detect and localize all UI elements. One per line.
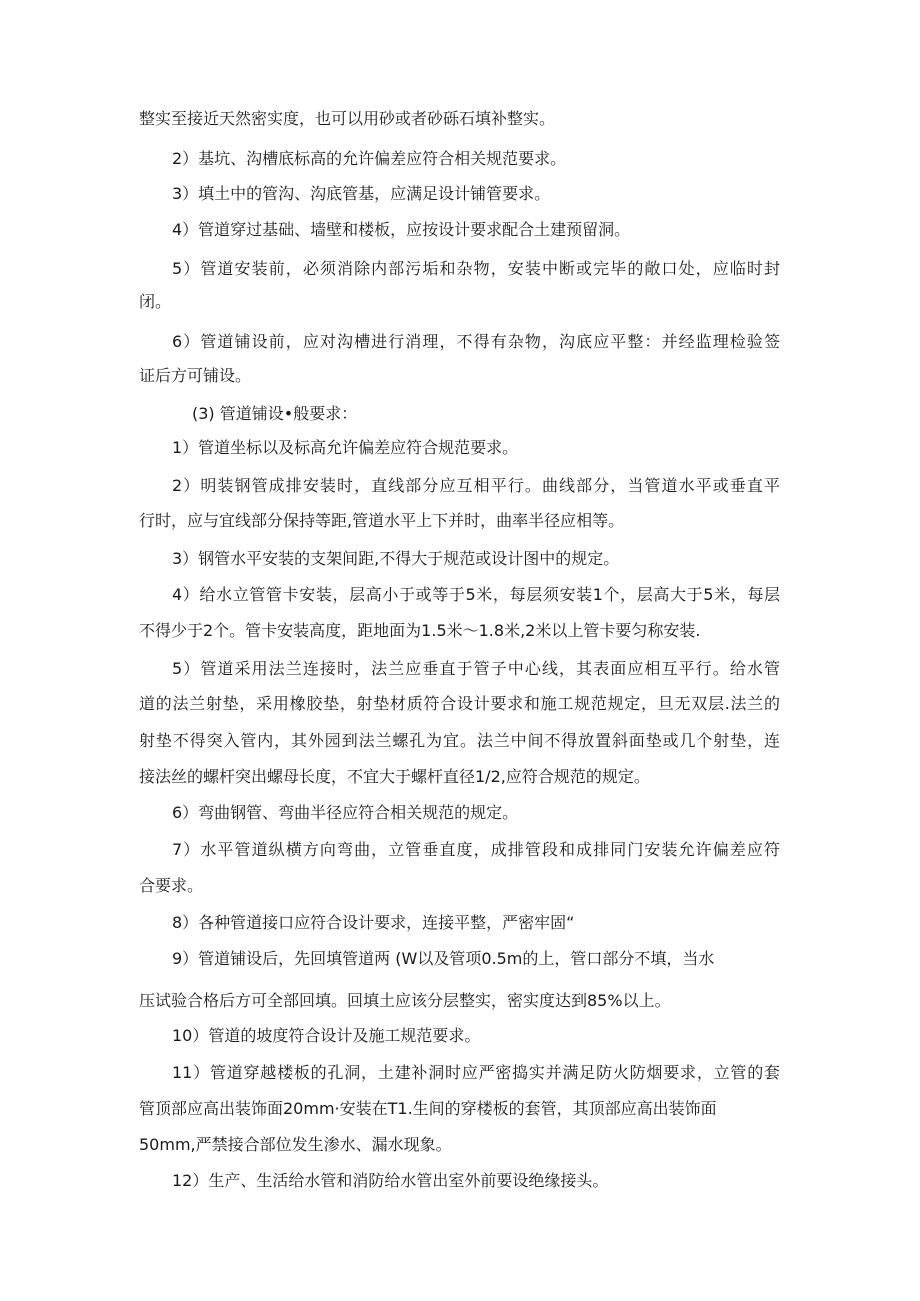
text-line: 压试验合格后方可全部回填。回填土应该分层整实，密实度达到85%以上。: [139, 991, 671, 1010]
text-line: 4）给水立管管卡安装，层高小于或等于5米，每层须安装1个，层高大于5米，每层: [172, 585, 780, 604]
text-line: 3）钢管水平安装的支架间距,不得大于规范或设计图中的规定。: [172, 549, 620, 568]
text-line: 管顶部应高出装饰面20mm·安装在T1.生间的穿楼板的套管，其顶部应高出装饰面: [139, 1099, 717, 1118]
text-line: 9）管道铺设后，先回填管道两 (W以及管项0.5m的上，管口部分不填，当水: [172, 949, 715, 968]
text-line: 道的法兰射垫，采用橡胶垫，射垫材质符合设计要求和施工规范规定，旦无双层.法兰的: [139, 694, 780, 713]
text-line: 2）基坑、沟槽底标高的允许偏差应符合相关规范要求。: [172, 149, 567, 168]
text-line: 不得少于2个。管卡安装高度，距地面为1.5米～1.8米,2米以上管卡要匀称安装.: [139, 621, 701, 640]
text-line: 10）管道的坡度符合设计及施工规范要求。: [172, 1026, 481, 1045]
text-line: 整实至接近天然密实度，也可以用砂或者砂砾石填补整实。: [139, 109, 556, 128]
text-line: 7）水平管道纵横方向弯曲，立管垂直度，成排管段和成排同门安装允许偏差应符: [172, 840, 780, 859]
text-line: 闭。: [139, 292, 172, 311]
text-line: 11）管道穿越楼板的孔洞，土建补洞时应严密捣实并满足防火防烟要求，立管的套: [172, 1063, 780, 1082]
text-line: 6）管道铺设前，应对沟槽进行消理，不得有杂物，沟底应平整：并经监理检验签: [172, 332, 780, 351]
text-line: 4）管道穿过基础、墙壁和楼板，应按设计要求配合土建预留洞。: [172, 220, 631, 239]
text-line: 5）管道安装前，必须消除内部污垢和杂物，安装中断或完毕的敞口处，应临时封: [172, 259, 780, 278]
text-line: 证后方可铺设。: [139, 366, 252, 385]
text-line: 5）管道采用法兰连接时，法兰应垂直于管子中心线，其表面应相互平行。给水管: [172, 659, 780, 678]
text-line: 射垫不得突入管内，其外园到法兰螺孔为宜。法兰中间不得放置斜面垫或几个射垫，连: [139, 731, 780, 750]
text-line: 接法丝的螺杆突出螺母长度，不宜大于螺杆直径1/2,应符合规范的规定。: [139, 767, 650, 786]
text-line: 6）弯曲钢管、弯曲半径应符合相关规范的规定。: [172, 803, 519, 822]
text-line: 3）填土中的管沟、沟底管基，应满足设计铺管要求。: [172, 184, 551, 203]
text-line: 行时，应与宜线部分保持等距,管道水平上下并时，曲率半径应相等。: [139, 511, 625, 530]
text-line: 1）管道坐标以及标高允许偏差应符合规范要求。: [172, 438, 519, 457]
text-line: 12）生产、生活给水管和消防给水管出室外前要设绝缘接头。: [172, 1171, 609, 1190]
text-line: 8）各种管道接口应符合设计要求，连接平整，严密牢固“: [172, 913, 575, 932]
section-heading: (3) 管道铺设•般要求：: [192, 404, 358, 423]
text-line: 2）明装钢管成排安装时，直线部分应互相平行。曲线部分，当管道水平或垂直平: [172, 476, 780, 495]
text-line: 合要求。: [139, 876, 204, 895]
text-line: 50mm,严禁接合部位发生渗水、漏水现象。: [139, 1135, 452, 1154]
